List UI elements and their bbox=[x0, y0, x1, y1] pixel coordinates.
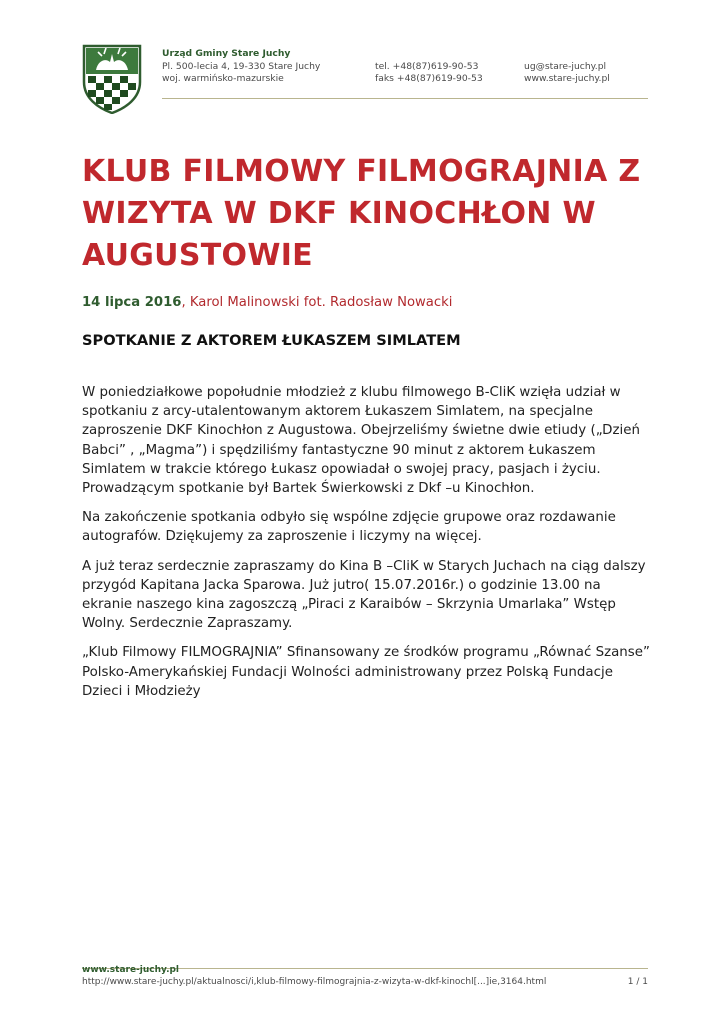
article-paragraph: Na zakończenie spotkania odbyło się wspólne zdjęcie grupowe oraz rozdawanie autografów. Dziękujemy za zaproszenie i liczymy na więcej. bbox=[82, 510, 616, 545]
article-date: 14 lipca 2016 bbox=[82, 295, 182, 310]
header-divider bbox=[162, 98, 648, 99]
org-website-link[interactable]: www.stare-juchy.pl bbox=[524, 73, 610, 85]
header-phone-block bbox=[375, 61, 483, 86]
org-region: woj. warmińsko-mazurskie bbox=[162, 73, 284, 85]
org-phone: tel. +48(87)619-90-53 bbox=[375, 60, 479, 72]
article-subtitle: SPOTKANIE Z AKTOREM ŁUKASZEM SIMLATEM bbox=[82, 332, 461, 349]
footer-page-number: 1 / 1 bbox=[627, 977, 648, 987]
org-email-link[interactable]: ug@stare-juchy.pl bbox=[524, 60, 607, 72]
article-body bbox=[82, 383, 652, 711]
footer-url[interactable]: http://www.stare-juchy.pl/aktualnosci/i,klub-filmowy-filmograjnia-z-wizyta-w-dkf-kinochl[...]ie,3164.html bbox=[82, 977, 547, 987]
header-address-block bbox=[162, 48, 320, 86]
article-meta bbox=[82, 295, 452, 310]
article-title: KLUB FILMOWY FILMOGRAJNIA Z WIZYTA W DKF KINOCHŁON W AUGUSTOWIE bbox=[82, 154, 641, 273]
footer-site[interactable]: www.stare-juchy.pl bbox=[82, 965, 180, 975]
article-paragraph: „Klub Filmowy FILMOGRAJNIA” Sfinansowany ze środków programu „Równać Szanse” Polsko-Amerykańskiej Fundacji Wolności administrowany przez Polską Fundacje Dzieci i Młodzieży bbox=[82, 645, 650, 699]
org-name: Urząd Gminy Stare Juchy bbox=[162, 48, 291, 59]
coat-of-arms-logo bbox=[82, 44, 142, 114]
article-byline: , Karol Malinowski fot. Radosław Nowacki bbox=[181, 295, 453, 310]
org-address: Pl. 500-lecia 4, 19-330 Stare Juchy bbox=[162, 60, 321, 72]
article-paragraph: A już teraz serdecznie zapraszamy do Kina B –CliK w Starych Juchach na ciąg dalszy przygód Kapitana Jacka Sparowa. Już jutro( 15.07.2016r.) o godzinie 13.00 na ekranie naszego kina zagoszczą „Piraci z Karaibów – Skrzynia Umarlaka” Wstęp Wolny. Serdecznie Zapraszamy. bbox=[82, 558, 646, 632]
article-paragraph: W poniedziałkowe popołudnie młodzież z klubu filmowego B-CliK wzięła udział w spotkaniu z arcy-utalentowanym aktorem Łukaszem Simlatem, na specjalne zaproszenie DKF Kinochłon z Augustowa. Obejrzeliśmy świetne dwie etiudy („Dzień Babci” , „Magma”) i spędziliśmy fantastyczne 90 minut z aktorem Łukaszem Simlatem w trakcie którego Łukasz opowiadał o swojej pracy, pasjach i życiu. Prowadzącym spotkanie był Bartek Świerkowski z Dkf –u Kinochłon. bbox=[82, 385, 640, 497]
org-fax: faks +48(87)619-90-53 bbox=[375, 73, 483, 85]
header-contact-block bbox=[524, 61, 610, 86]
coat-of-arms-icon bbox=[82, 44, 142, 114]
